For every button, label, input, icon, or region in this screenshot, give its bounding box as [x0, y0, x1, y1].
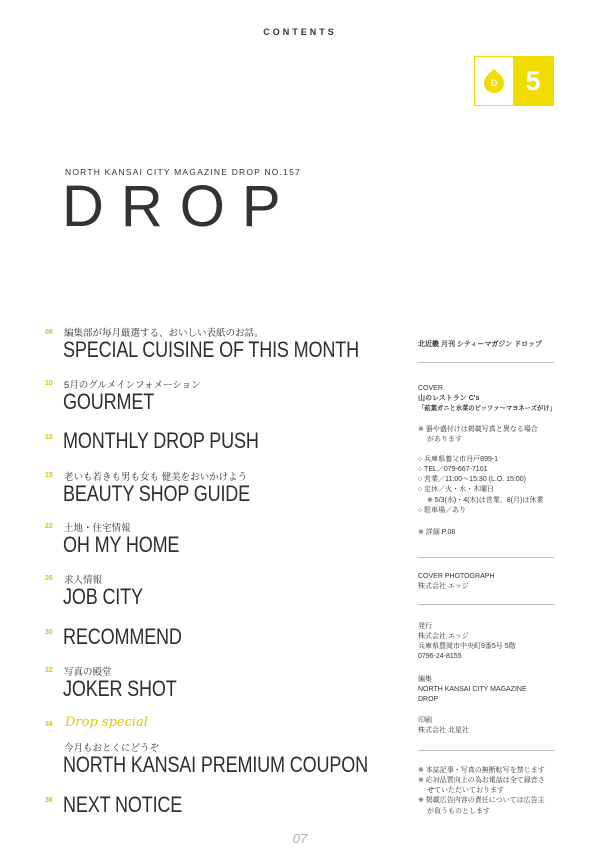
- publication-name: 北近畿 月刊 シティーマガジン ドロップ: [418, 341, 542, 348]
- toc-title: MONTHLY DROP PUSH: [63, 428, 259, 453]
- editor-line: DROP: [418, 696, 439, 704]
- shop-holiday-note: ※ 5/3(水)・4(木)は営業、8(月)は休業: [427, 496, 544, 504]
- divider: [418, 604, 554, 605]
- editor-heading: 編集: [418, 676, 432, 683]
- toc-subtitle: 土地・住宅情報: [64, 523, 131, 534]
- toc-page: 26: [45, 575, 53, 582]
- shop-address: ○ 兵庫県養父市丹戸899-1: [418, 456, 499, 463]
- toc-page: 12: [45, 434, 53, 441]
- editor-line: NORTH KANSAI CITY MAGAZINE: [418, 686, 527, 694]
- drop-icon: [480, 69, 508, 97]
- cover-dish: 「菘葉ガニと水菜のピッツァ〜マヨネーズがけ」: [418, 405, 556, 413]
- page-number: 07: [292, 831, 308, 846]
- shop-parking: ○ 駐車場／あり: [418, 506, 467, 514]
- toc-title: RECOMMEND: [63, 624, 182, 649]
- issuer-address: 兵庫県豊岡市中央町9番5号 5階: [418, 643, 516, 651]
- toc-subtitle: 求人情報: [64, 575, 103, 586]
- toc-page: 22: [45, 523, 53, 530]
- contents-label: CONTENTS: [263, 27, 337, 37]
- toc-page: 32: [45, 667, 53, 674]
- toc-title: SPECIAL CUISINE OF THIS MONTH: [63, 337, 359, 362]
- toc-subtitle: 編集部が毎月厳選する、おいしい表紙のお話。: [64, 328, 264, 339]
- toc-title: BEAUTY SHOP GUIDE: [63, 481, 251, 506]
- toc-subtitle: 老いも若きも男も女も 健美をおいかけよう: [64, 472, 248, 483]
- print-heading: 印刷: [418, 717, 432, 724]
- divider: [418, 557, 554, 558]
- issuer-heading: 発行: [418, 623, 432, 630]
- notice-line: ※ 応対品質向上の為お電話は全て録音さ: [418, 777, 545, 785]
- toc-subtitle: 5月のグルメインフォメーション: [64, 380, 201, 391]
- cover-heading: COVER: [418, 385, 443, 392]
- toc-title: NORTH KANSAI PREMIUM COUPON: [63, 752, 368, 777]
- print-company: 株式会社 北星社: [418, 727, 469, 735]
- issue-number: 5: [513, 57, 553, 105]
- toc-title: JOKER SHOT: [63, 676, 177, 701]
- issuer-tel: 0796-24-8155: [418, 653, 462, 661]
- toc-page: 34: [45, 721, 53, 728]
- photo-company: 株式会社 エッジ: [418, 583, 469, 591]
- divider: [418, 362, 554, 363]
- toc-page: 30: [45, 629, 53, 636]
- toc-subtitle: 写真の殿堂: [64, 667, 112, 678]
- notice-line: が負うものとします: [427, 807, 490, 815]
- notice-line: せていただいております: [427, 787, 504, 795]
- magazine-label: NORTH KANSAI CITY MAGAZINE DROP NO.157: [65, 167, 301, 177]
- detail-ref: ※ 詳細 P.08: [418, 529, 456, 536]
- note-line: があります: [427, 436, 462, 444]
- cover-note: [418, 425, 554, 445]
- cover-restaurant: 山のレストラン C's: [418, 395, 480, 403]
- shop-hours: ○ 営業／11:00〜15:30 (L.O. 15:00): [418, 476, 526, 484]
- toc-page: 10: [45, 380, 53, 387]
- shop-holiday: ○ 定休／火・水・木曜日: [418, 486, 495, 494]
- shop-details: [418, 455, 554, 516]
- cover-photograph: [418, 572, 554, 592]
- toc-title: NEXT NOTICE: [63, 792, 183, 817]
- issue-badge: [474, 56, 554, 106]
- drop-icon-letter: D: [490, 78, 498, 88]
- cover-info: [418, 384, 554, 413]
- editor-info: [418, 675, 554, 705]
- toc-title: GOURMET: [63, 389, 155, 414]
- issuer-company: 株式会社 エッジ: [418, 633, 469, 641]
- divider: [418, 750, 554, 751]
- magazine-title: DROP: [62, 174, 298, 239]
- toc-subtitle: 今月もおとくにどうぞ: [64, 743, 160, 754]
- toc-page: 36: [45, 797, 53, 804]
- toc-title: JOB CITY: [63, 584, 143, 609]
- drop-special-label: Drop special: [65, 715, 148, 730]
- toc-page: 08: [45, 329, 53, 336]
- legal-notices: [418, 766, 554, 817]
- notice-line: ※ 本誌記事・写真の無断転写を禁じます: [418, 767, 545, 774]
- toc-title: OH MY HOME: [63, 532, 180, 557]
- photo-heading: COVER PHOTOGRAPH: [418, 573, 495, 580]
- shop-tel: ○ TEL／079-667-7101: [418, 466, 488, 474]
- print-info: [418, 716, 554, 736]
- badge-icon-cell: [475, 57, 513, 105]
- note-line: ※ 器や盛付けは掲載写真と異なる場合: [418, 426, 538, 433]
- notice-line: ※ 掲載広告内容の責任については広告主: [418, 797, 545, 805]
- issuer-info: [418, 622, 554, 663]
- toc-page: 15: [45, 472, 53, 479]
